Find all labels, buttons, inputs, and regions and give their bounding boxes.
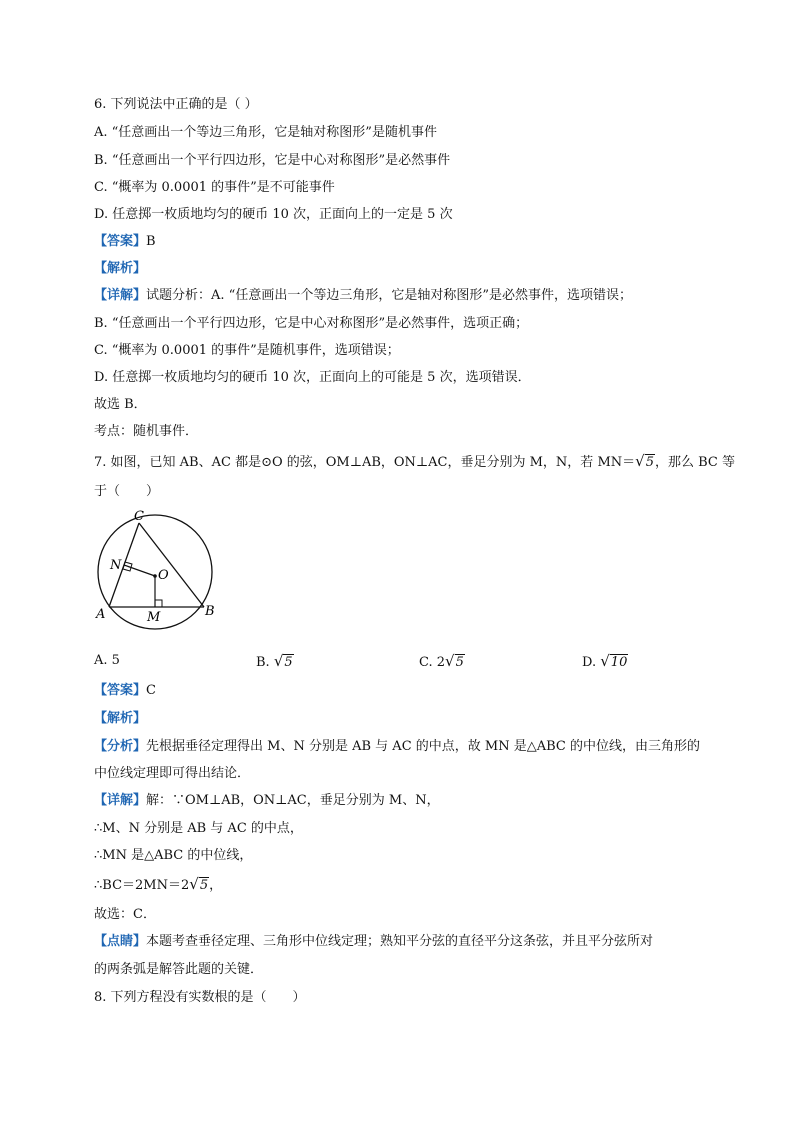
chord-bc — [139, 523, 204, 607]
q7-stem — [94, 452, 735, 472]
detail-text: 试题分析：A. “任意画出一个等边三角形，它是轴对称图形”是必然事件，选项错误； — [146, 288, 632, 303]
q7-dianjing-1 — [94, 933, 653, 951]
q7-option-d — [582, 652, 628, 672]
q7-detail-4 — [94, 875, 222, 895]
sqrt-expression: √5 — [635, 452, 654, 470]
q6-detail-6: 考点：随机事件． — [94, 424, 199, 439]
option-c-prefix: C. — [419, 655, 433, 670]
q7-dianjing-2: 的两条弧是解答此题的关键． — [94, 962, 264, 977]
q6-stem: 6. 下列说法中正确的是（ ） — [94, 97, 258, 112]
q6-detail-4: D. 任意掷一枚质地均匀的硬币 10 次，正面向上的可能是 5 次，选项错误． — [94, 370, 531, 385]
option-c-coef: 2 — [436, 655, 446, 670]
q7-stem-part2: ，那么 BC 等 — [654, 455, 735, 470]
q7-detail-2: ∴M、N 分别是 AB 与 AC 的中点， — [94, 821, 303, 836]
q7-detail-1 — [94, 792, 440, 810]
sqrt-radicand: 10 — [610, 655, 628, 670]
analysis-tag: 【解析】 — [94, 711, 147, 726]
option-d-prefix: D. — [582, 655, 597, 670]
detail-tag: 【详解】 — [94, 288, 147, 303]
dianjing-tag: 【点睛】 — [94, 934, 147, 949]
q7-fenxi-2: 中位线定理即可得出结论． — [94, 766, 251, 781]
answer-value: C — [146, 683, 156, 698]
q7-answer — [94, 682, 156, 700]
detail-4-prefix: ∴BC＝2MN＝2 — [94, 878, 190, 893]
q7-detail-3: ∴MN 是△ABC 的中位线， — [94, 848, 253, 863]
q7-option-b — [256, 652, 294, 672]
sqrt-expression: √5 — [189, 875, 209, 893]
label-m: M — [147, 610, 161, 625]
q7-stem-line2: 于（ ） — [94, 484, 160, 499]
circle-triangle-diagram — [94, 507, 224, 632]
answer-tag: 【答案】 — [94, 683, 147, 698]
q6-option-d: D. 任意掷一枚质地均匀的硬币 10 次，正面向上的一定是 5 次 — [94, 207, 453, 222]
q6-detail-2: B. “任意画出一个平行四边形，它是中心对称图形”是必然事件，选项正确； — [94, 316, 529, 331]
sqrt-expression: √5 — [445, 652, 464, 670]
label-n: N — [110, 558, 122, 573]
label-c: C — [134, 509, 144, 524]
q7-option-a — [94, 652, 120, 670]
sqrt-radicand: 5 — [455, 655, 464, 670]
q7-figure — [94, 507, 224, 632]
q6-option-a: A. “任意画出一个等边三角形，它是轴对称图形”是随机事件 — [94, 125, 437, 140]
option-b-prefix: B. — [256, 655, 270, 670]
label-b: B — [205, 604, 215, 619]
q6-detail-5: 故选 B． — [94, 397, 147, 412]
sqrt-expression: √5 — [273, 652, 293, 670]
dianjing-text: 本题考查垂径定理、三角形中位线定理；熟知平分弦的直径平分这条弦，并且平分弦所对 — [146, 934, 654, 949]
sqrt-radicand: 5 — [199, 878, 209, 893]
q7-stem-part1: 7. 如图，已知 AB、AC 都是⊙O 的弦，OM⊥AB，ON⊥AC，垂足分别为 M，N，若 MN＝ — [94, 455, 636, 470]
sqrt-expression: √10 — [600, 652, 628, 670]
option-a-prefix: A. — [94, 653, 108, 668]
answer-tag: 【答案】 — [94, 234, 147, 249]
analysis-tag: 【解析】 — [94, 261, 147, 276]
fenxi-text: 先根据垂径定理得出 M、N 分别是 AB 与 AC 的中点，故 MN 是△ABC 的中位线，由三角形的 — [146, 739, 700, 754]
q6-option-c: C. “概率为 0.0001 的事件”是不可能事件 — [94, 180, 335, 195]
q6-detail-3: C. “概率为 0.0001 的事件”是随机事件，选项错误； — [94, 343, 400, 358]
detail-tag: 【详解】 — [94, 793, 147, 808]
q7-analysis-tag — [94, 710, 146, 728]
fenxi-tag: 【分析】 — [94, 739, 147, 754]
q8-stem: 8. 下列方程没有实数根的是（ ） — [94, 990, 306, 1005]
detail-4-suffix: ， — [209, 878, 223, 893]
q7-fenxi-1 — [94, 738, 700, 756]
q6-option-b: B. “任意画出一个平行四边形，它是中心对称图形”是必然事件 — [94, 153, 451, 168]
label-a: A — [96, 607, 106, 622]
detail-text: 解：∵OM⊥AB，ON⊥AC，垂足分别为 M、N， — [146, 793, 440, 808]
sqrt-radicand: 5 — [645, 455, 654, 470]
label-o: O — [158, 568, 169, 583]
q6-detail-1 — [94, 287, 632, 305]
sqrt-radicand: 5 — [284, 655, 293, 670]
center-point — [153, 574, 157, 578]
q7-detail-5: 故选：C． — [94, 907, 156, 922]
q6-analysis-tag — [94, 260, 146, 278]
q6-answer — [94, 233, 156, 251]
q7-option-c — [419, 652, 465, 672]
answer-value: B — [146, 234, 156, 249]
right-angle-m — [155, 600, 162, 607]
option-a-value: 5 — [111, 653, 120, 668]
